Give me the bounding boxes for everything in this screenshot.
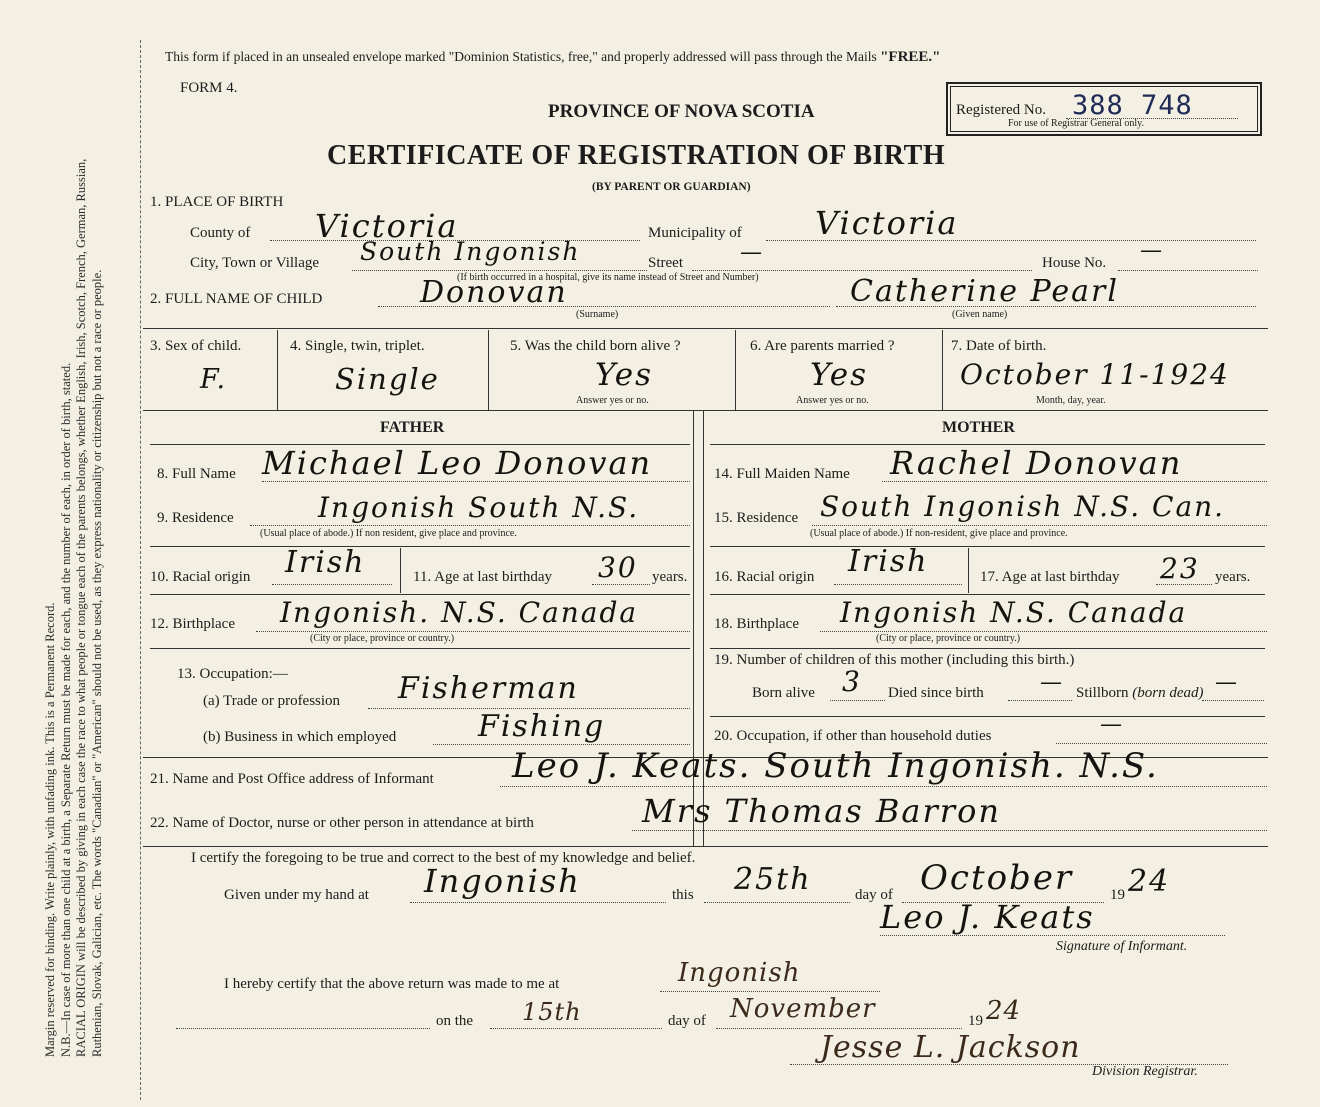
father-residence-caption: (Usual place of abode.) If non resident, give place and province. [260,528,517,539]
hospital-note: (If birth occurred in a hospital, give its name instead of Street and Number) [457,272,759,283]
postal-note: This form if placed in an unsealed envelope marked "Dominion Statistics, free," and properly addressed will pass through the Mails "FREE." [165,49,941,65]
married-value: Yes [810,357,869,393]
informant-label: 21. Name and Post Office address of Informant [150,771,434,787]
margin-note-3: RACIAL ORIGIN will be described by giving in each case the race to what people or tongue each of the parents belongs, whether English, Irish, Scotch, French, German, Russian, [74,158,88,1057]
doctor-value: Mrs Thomas Barron [642,792,1001,830]
day-of-label: day of [855,887,893,903]
certification-day: 25th [734,862,812,897]
informant-signature: Leo J. Keats [880,898,1095,936]
registrar-place: Ingonish [678,958,801,988]
business-label: (b) Business in which employed [203,729,397,745]
child-surname: Donovan [420,275,568,310]
county-value: Victoria [315,207,459,245]
father-heading: FATHER [380,419,445,436]
married-caption: Answer yes or no. [796,395,869,406]
city-value: South Ingonish [360,237,581,266]
street-value: — [740,240,764,265]
sex-value: F. [200,364,228,395]
born-alive-value: Yes [595,357,654,393]
father-age-unit: years. [652,569,688,585]
father-name-label: 8. Full Name [157,466,236,482]
registrar-signature: Jesse L. Jackson [820,1030,1081,1065]
margin-note-1: Margin reserved for binding. Write plainly, with unfading ink. This is a Permanent Record. [43,602,57,1057]
certificate-title: CERTIFICATE OF REGISTRATION OF BIRTH [327,140,946,171]
registered-note: For use of Registrar General only. [1008,118,1144,129]
died-since-birth-label: Died since birth [888,685,984,701]
mother-racial-origin: Irish [848,544,929,579]
certification-month: October [920,858,1074,898]
father-age: 30 [598,551,638,584]
place-of-birth-label: 1. PLACE OF BIRTH [150,194,284,210]
province-title: PROVINCE OF NOVA SCOTIA [548,101,815,122]
stillborn-label: Stillborn (born dead) [1076,685,1204,701]
municipality-value: Victoria [815,204,959,242]
this-label: this [672,887,694,903]
informant-signature-caption: Signature of Informant. [1056,939,1188,954]
born-alive-label: 5. Was the child born alive ? [510,338,681,354]
registrar-statement: I hereby certify that the above return was made to me at [224,976,560,992]
plurality-label: 4. Single, twin, triplet. [290,338,425,354]
father-racial-origin: Irish [285,545,366,580]
certification-year-prefix: 19 [1110,887,1125,903]
given-label: Given under my hand at [224,887,369,903]
house-label: House No. [1042,255,1107,271]
registrar-caption: Division Registrar. [1092,1064,1198,1079]
children-count-label: 19. Number of children of this mother (including this birth.) [714,652,1075,668]
mother-age: 23 [1160,552,1200,585]
mother-residence-caption: (Usual place of abode.) If non-resident, give place and province. [810,528,1068,539]
margin-note-4: Ruthenian, Slovak, Galician, etc. The words "Canadian" or "American" should not be used, as they express nationality or citizenship but not a race or people. [89,269,104,1057]
occupation-label: 13. Occupation:— [177,666,288,682]
registrar-day-of-label: day of [668,1013,706,1029]
born-alive-count: 3 [842,665,862,698]
margin-notes [43,57,117,1057]
mother-heading: MOTHER [942,419,1015,436]
form-number: FORM 4. [180,80,238,96]
given-name-caption: (Given name) [952,309,1008,320]
certificate-subtitle: (BY PARENT OR GUARDIAN) [592,181,751,193]
married-label: 6. Are parents married ? [750,338,895,354]
mother-name: Rachel Donovan [890,444,1183,482]
mother-age-label: 17. Age at last birthday [980,569,1120,585]
registrar-year-prefix: 19 [968,1013,983,1029]
mother-occupation-value: — [1100,712,1124,737]
sex-label: 3. Sex of child. [150,338,242,354]
registrar-month: November [730,994,876,1024]
margin-note-2: N.B.—In case of more than one child at a birth, a Separate Return must be made for each, and the number of each, in order of birth, stated. [58,362,73,1057]
child-given-name: Catherine Pearl [850,274,1119,309]
mother-birthplace-caption: (City or place, province or country.) [876,633,1021,644]
mother-name-label: 14. Full Maiden Name [714,466,850,482]
registered-label: Registered No. [956,102,1046,118]
father-racial-label: 10. Racial origin [150,569,251,585]
father-name: Michael Leo Donovan [262,444,653,482]
trade-label: (a) Trade or profession [203,693,341,709]
birth-date-value: October 11-1924 [960,358,1230,391]
postal-free: "FREE." [880,49,941,65]
mother-occupation-label: 20. Occupation, if other than household duties [714,728,992,744]
mother-birthplace: Ingonish N.S. Canada [840,596,1188,629]
mother-residence: South Ingonish N.S. Can. [820,490,1226,523]
born-alive-caption: Answer yes or no. [576,395,649,406]
registrar-day: 15th [522,998,582,1026]
father-birthplace: Ingonish. N.S. Canada [280,596,639,629]
born-alive-count-label: Born alive [752,685,815,701]
given-place: Ingonish [424,862,581,900]
father-business: Fishing [478,709,606,744]
father-residence: Ingonish South N.S. [318,491,640,524]
father-trade: Fisherman [398,671,579,706]
mother-residence-label: 15. Residence [714,510,799,526]
certification-year: 24 [1128,864,1171,899]
stillborn-value: — [1215,670,1239,695]
house-value: — [1140,238,1164,263]
mother-birthplace-label: 18. Birthplace [714,616,799,632]
county-label: County of [190,225,251,241]
father-residence-label: 9. Residence [157,510,234,526]
street-label: Street [648,255,683,271]
registered-number: 388 748 [1072,90,1193,121]
child-name-label: 2. FULL NAME OF CHILD [150,291,323,307]
surname-caption: (Surname) [576,309,619,320]
mother-racial-label: 16. Racial origin [714,569,815,585]
birth-date-caption: Month, day, year. [1036,395,1106,406]
city-label: City, Town or Village [190,255,320,271]
father-birthplace-caption: (City or place, province or country.) [310,633,455,644]
registrar-year: 24 [986,996,1022,1026]
plurality-value: Single [335,362,440,396]
municipality-label: Municipality of [648,225,742,241]
doctor-label: 22. Name of Doctor, nurse or other person in attendance at birth [150,815,534,831]
father-birthplace-label: 12. Birthplace [150,616,235,632]
mother-age-unit: years. [1215,569,1251,585]
died-since-birth-value: — [1040,670,1064,695]
certification-statement: I certify the foregoing to be true and correct to the best of my knowledge and belief. [191,850,696,866]
father-age-label: 11. Age at last birthday [413,569,552,585]
binding-margin-line [140,40,141,1100]
registrar-on-label: on the [436,1013,474,1029]
registered-box [946,82,1262,136]
birth-date-label: 7. Date of birth. [951,338,1047,354]
informant-value: Leo J. Keats. South Ingonish. N.S. [512,746,1159,786]
